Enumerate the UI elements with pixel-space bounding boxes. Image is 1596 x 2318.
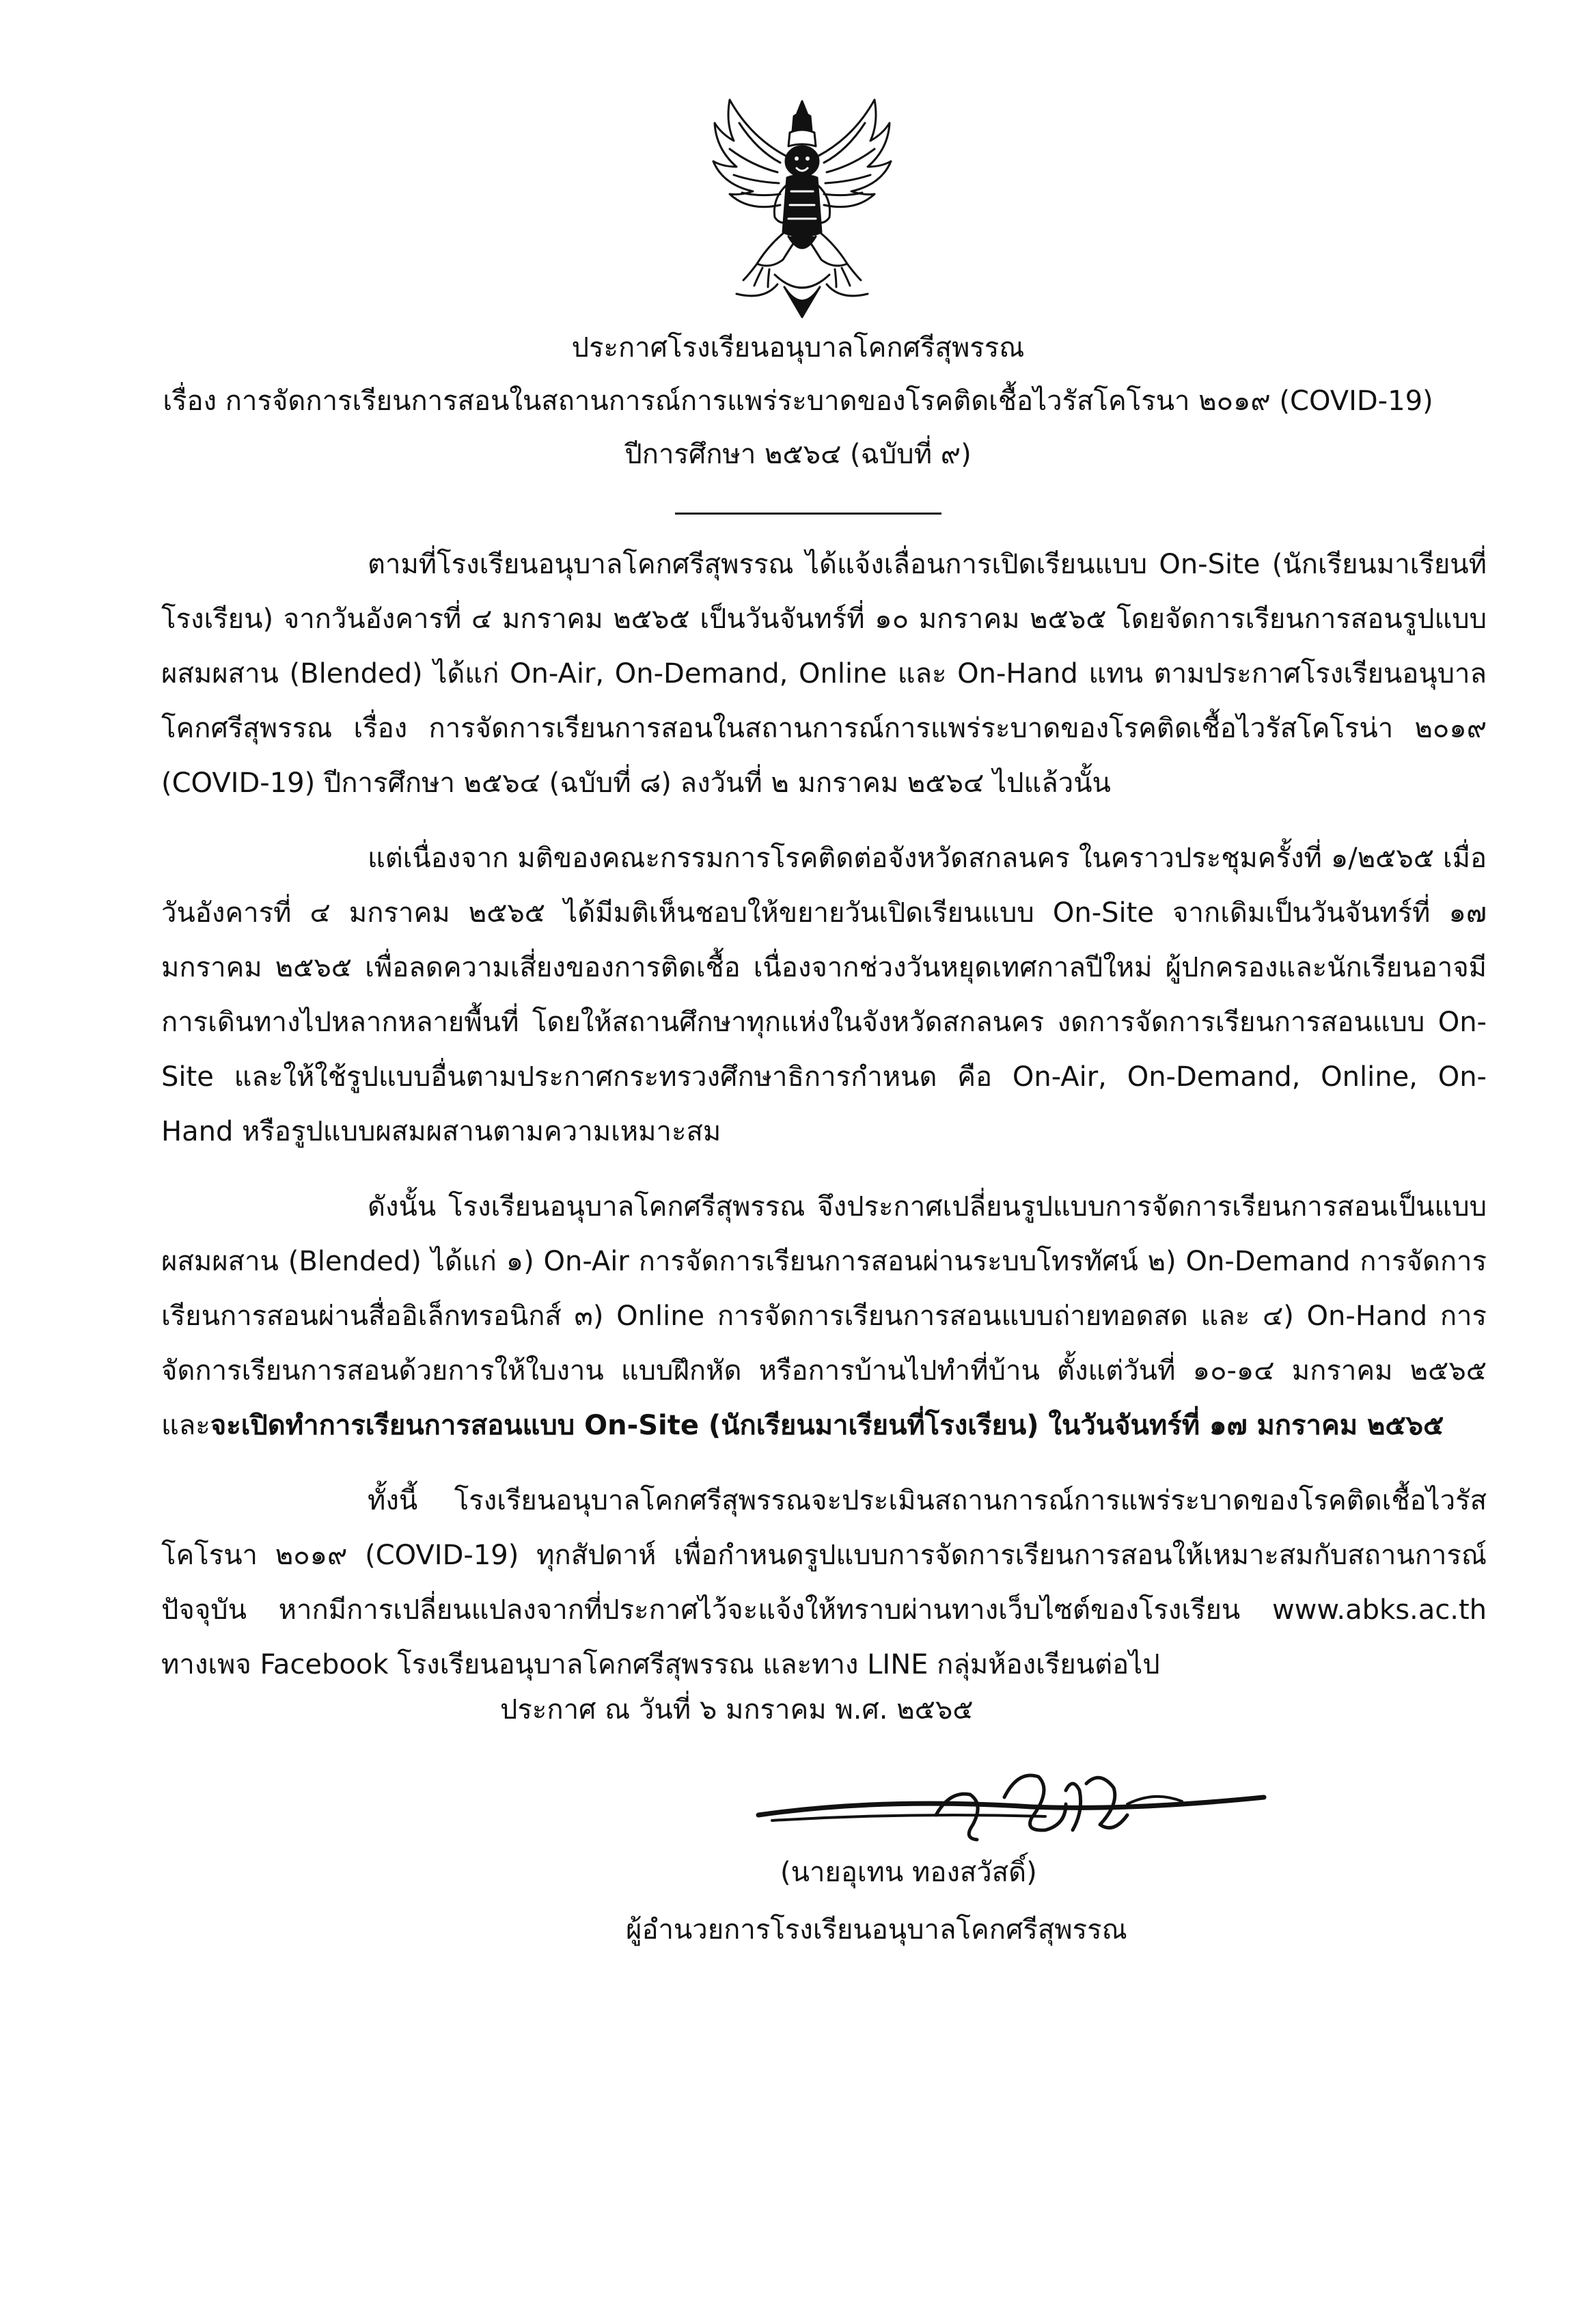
header-divider	[675, 513, 941, 515]
paragraph-3-text: ดังนั้น โรงเรียนอนุบาลโคกศรีสุพรรณ จึงประกาศเปลี่ยนรูปแบบการจัดการเรียนการสอนเป็นแบบผสมผสาน (Blended) ได้แก่ ๑) On-Air การจัดการเรียนการสอนผ่านระบบโทรทัศน์ ๒) On-Demand การจัดการเรียนการสอนผ่านสื่ออิเล็กทรอนิกส์ ๓) Online การจัดการเรียนการสอนแบบถ่ายทอดสด และ ๔) On-Hand การจัดการเรียนการสอนด้วยการให้ใบงาน แบบฝึกหัด หรือการบ้านไปทำที่บ้าน ตั้งแต่วันที่ ๑๐-๑๔ มกราคม ๒๕๖๕ และ	[161, 1191, 1487, 1441]
announcement-body	[161, 537, 1487, 1713]
announcement-date: ประกาศ ณ วันที่ ๖ มกราคม พ.ศ. ๒๕๖๕	[500, 1694, 974, 1726]
paragraph-3	[161, 1180, 1487, 1453]
header-line-title: ประกาศโรงเรียนอนุบาลโคกศรีสุพรรณ	[571, 332, 1025, 364]
signer-title: ผู้อำนวยการโรงเรียนอนุบาลโคกศรีสุพรรณ	[626, 1914, 1127, 1946]
header-line-subject: เรื่อง การจัดการเรียนการสอนในสถานการณ์การแพร่ระบาดของโรคติดเชื้อไวรัสโคโรนา ๒๐๑๙ (COVID-19)	[163, 385, 1433, 417]
paragraph-3-bold-text: จะเปิดทำการเรียนการสอนแบบ On-Site (นักเรียนมาเรียนที่โรงเรียน) ในวันจันทร์ที่ ๑๗ มกราคม ๒๕๖๕	[210, 1410, 1444, 1441]
garuda-emblem-icon	[709, 96, 895, 321]
signature-icon	[745, 1749, 1278, 1859]
paragraph-1: ตามที่โรงเรียนอนุบาลโคกศรีสุพรรณ ได้แจ้งเลื่อนการเปิดเรียนแบบ On-Site (นักเรียนมาเรียนที่โรงเรียน) จากวันอังคารที่ ๔ มกราคม ๒๕๖๕ เป็นวันจันทร์ที่ ๑๐ มกราคม ๒๕๖๕ โดยจัดการเรียนการสอนรูปแบบผสมผสาน (Blended) ได้แก่ On-Air, On-Demand, Online และ On-Hand แทน ตามประกาศโรงเรียนอนุบาลโคกศรีสุพรรณ เรื่อง การจัดการเรียนการสอนในสถานการณ์การแพร่ระบาดของโรคติดเชื้อไวรัสโคโรน่า ๒๐๑๙ (COVID-19) ปีการศึกษา ๒๕๖๔ (ฉบับที่ ๘) ลงวันที่ ๒ มกราคม ๒๕๖๔ ไปแล้วนั้น	[161, 549, 1487, 799]
announcement-header	[137, 321, 1459, 481]
paragraph-2: แต่เนื่องจาก มติของคณะกรรมการโรคติดต่อจังหวัดสกลนคร ในคราวประชุมครั้งที่ ๑/๒๕๖๕ เมื่อวันอังคารที่ ๔ มกราคม ๒๕๖๕ ได้มีมติเห็นชอบให้ขยายวันเปิดเรียนแบบ On-Site จากเดิมเป็นวันจันทร์ที่ ๑๗ มกราคม ๒๕๖๕ เพื่อลดความเสี่ยงของการติดเชื้อ เนื่องจากช่วงวันหยุดเทศกาลปีใหม่ ผู้ปกครองและนักเรียนอาจมีการเดินทางไปหลากหลายพื้นที่ โดยให้สถานศึกษาทุกแห่งในจังหวัดสกลนคร งดการจัดการเรียนการสอนแบบ On-Site และให้ใช้รูปแบบอื่นตามประกาศกระทรวงศึกษาธิการกำหนด คือ On-Air, On-Demand, Online, On-Hand หรือรูปแบบผสมผสานตามความเหมาะสม	[161, 843, 1487, 1147]
paragraph-4: ทั้งนี้ โรงเรียนอนุบาลโคกศรีสุพรรณจะประเมินสถานการณ์การแพร่ระบาดของโรคติดเชื้อไวรัสโคโรนา ๒๐๑๙ (COVID-19) ทุกสัปดาห์ เพื่อกำหนดรูปแบบการจัดการเรียนการสอนให้เหมาะสมกับสถานการณ์ปัจจุบัน หากมีการเปลี่ยนแปลงจากที่ประกาศไว้จะแจ้งให้ทราบผ่านทางเว็บไซต์ของโรงเรียน www.abks.ac.th ทางเพจ Facebook โรงเรียนอนุบาลโคกศรีสุพรรณ และทาง LINE กลุ่มห้องเรียนต่อไป	[161, 1485, 1487, 1680]
header-line-year: ปีการศึกษา ๒๕๖๔ (ฉบับที่ ๙)	[624, 439, 972, 470]
signer-name: (นายอุเทน ทองสวัสดิ์)	[780, 1857, 1037, 1888]
